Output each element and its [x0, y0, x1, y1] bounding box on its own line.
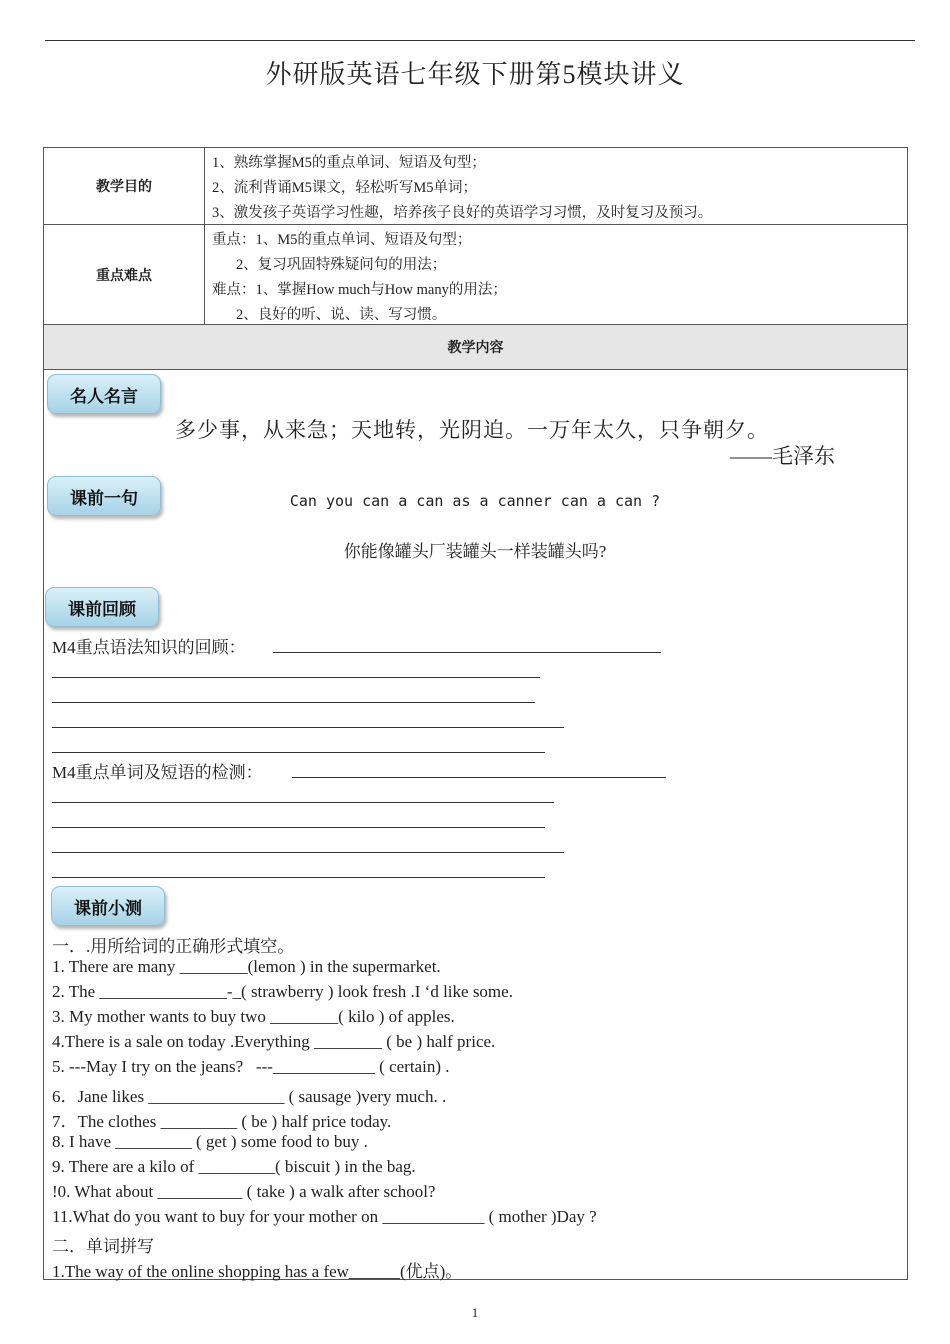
quote-text: 多少事，从来急；天地转，光阴迫。一万年太久，只争朝夕。 [175, 418, 769, 442]
quiz-part1-title: 一．.用所给词的正确形式填空。 [52, 937, 295, 956]
goal-line: 2、流利背诵M5课文，轻松听写M5单词； [212, 180, 478, 196]
focus-label: 重点难点 [44, 225, 205, 324]
focus-line: 2、良好的听、说、读、写习惯。 [236, 307, 447, 323]
answer-line [52, 802, 554, 803]
goal-label: 教学目的 [44, 148, 205, 224]
quiz-item: 1. There are many ________(lemon ) in the supermarket. [52, 957, 441, 976]
quiz-item: 4.There is a sale on today .Everything ________ ( be ) half price. [52, 1032, 496, 1051]
quiz-item: 9. There are a kilo of _________( biscuit ) in the bag. [52, 1157, 416, 1176]
sentence-chinese: 你能像罐头厂装罐头一样装罐头吗? [343, 542, 607, 561]
quote-author: ——毛泽东 [730, 444, 835, 468]
answer-line [52, 827, 545, 828]
focus-content [212, 228, 507, 328]
goal-row [44, 148, 907, 225]
answer-line [52, 677, 540, 678]
review-words-label: M4重点单词及短语的检测： [52, 763, 263, 782]
answer-line [52, 752, 545, 753]
quote-badge: 名人名言 [47, 374, 161, 414]
answer-line [292, 777, 666, 778]
sentence-badge: 课前一句 [47, 476, 161, 516]
focus-line: 2、复习巩固特殊疑问句的用法； [236, 257, 447, 273]
quiz-item: 5. ---May I try on the jeans? ---____________ ( certain) . [52, 1057, 450, 1076]
content-header: 教学内容 [44, 325, 907, 370]
quiz-item: !0. What about __________ ( take ) a walk after school? [52, 1182, 436, 1201]
quiz-item: 8. I have _________ ( get ) some food to buy . [52, 1132, 368, 1151]
goal-line: 1、熟练掌握M5的重点单词、短语及句型； [212, 155, 486, 171]
answer-line [52, 877, 545, 878]
quiz-item: 7．The clothes _________ ( be ) half price today. [52, 1112, 392, 1131]
quiz-item: 2. The _______________-_( strawberry ) look fresh .I ‘d like some. [52, 982, 513, 1001]
focus-line: 难点：1、掌握How much与How many的用法； [212, 282, 507, 298]
quiz-item: 3. My mother wants to buy two ________( kilo ) of apples. [52, 1007, 455, 1026]
goal-content [212, 151, 712, 226]
sentence-english: Can you can a can as a canner can a can ? [289, 492, 661, 510]
quiz-item: 11.What do you want to buy for your mother on ____________ ( mother )Day ? [52, 1207, 597, 1226]
goal-line: 3、激发孩子英语学习性趣，培养孩子良好的英语学习习惯，及时复习及预习。 [212, 205, 713, 221]
quiz-badge: 课前小测 [51, 886, 165, 926]
answer-line [52, 702, 535, 703]
answer-line [52, 852, 564, 853]
document-title: 外研版英语七年级下册第5模块讲义 [265, 60, 685, 89]
answer-line [273, 652, 661, 653]
quiz-item: 6．Jane likes ________________ ( sausage )very much. . [52, 1087, 447, 1106]
review-grammar-label: M4重点语法知识的回顾： [52, 638, 246, 657]
review-badge: 课前回顾 [45, 587, 159, 627]
quiz-part2-title: 二．单词拼写 [52, 1237, 154, 1256]
focus-line: 重点：1、M5的重点单词、短语及句型； [212, 232, 472, 248]
quiz-part2-item: 1.The way of the online shopping has a few______(优点)。 [52, 1262, 463, 1281]
answer-line [52, 727, 564, 728]
header-rule [45, 40, 915, 41]
focus-row [44, 225, 907, 325]
page-number: 1 [471, 1305, 479, 1320]
